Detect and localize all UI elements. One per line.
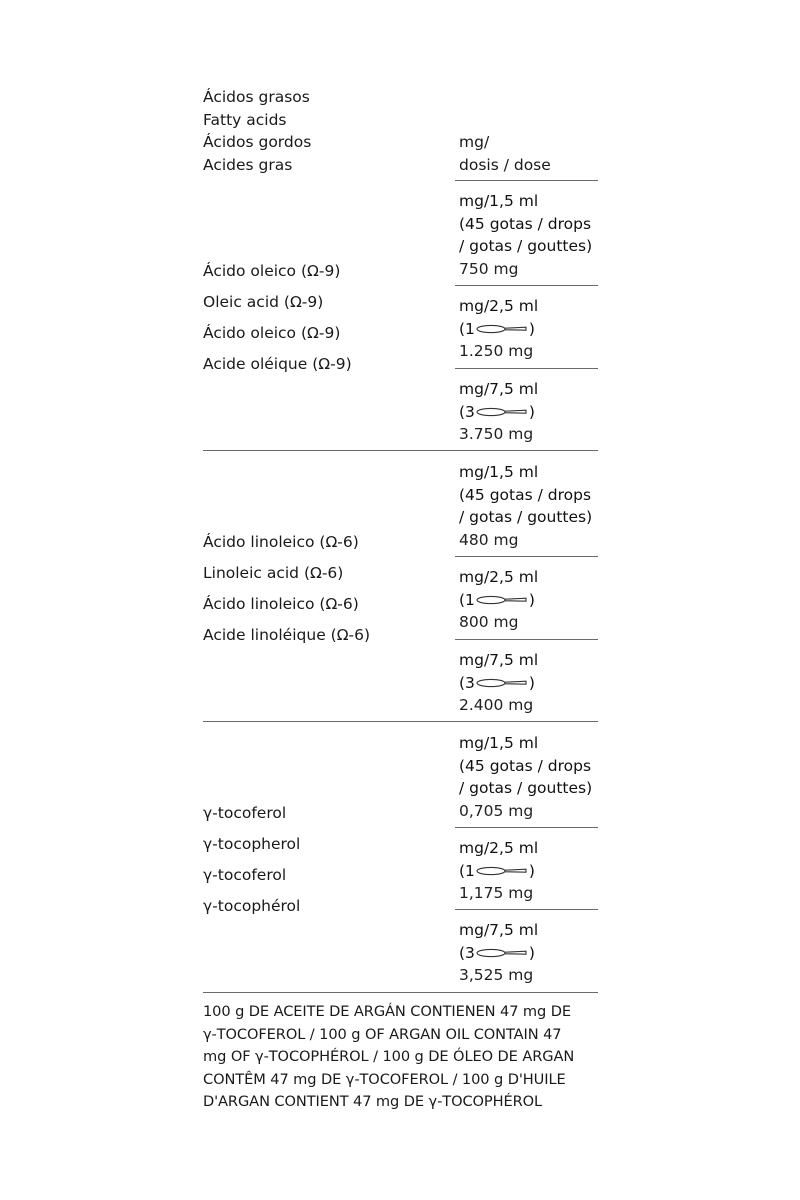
header-line: Ácidos gordos (203, 133, 312, 151)
compound-name: Acide oléique (Ω-9) (203, 355, 352, 373)
dose-value: 3.750 mg (459, 425, 534, 443)
spoon-icon (476, 324, 528, 334)
group-divider (203, 450, 598, 451)
dose-drops: (45 gotas / drops (459, 214, 592, 233)
dose-spoon-line (459, 860, 538, 883)
group-divider (203, 721, 598, 722)
dose-spoon-line (459, 942, 538, 965)
compound-name: γ-tocopherol (203, 835, 301, 853)
spoon-close: ) (528, 319, 535, 338)
dose-cell (459, 461, 592, 551)
spoon-close: ) (528, 861, 535, 880)
dose-divider (455, 556, 598, 557)
dose-cell (459, 295, 538, 363)
dose-spoon-line (459, 318, 538, 341)
compound-name: Ácido oleico (Ω-9) (203, 262, 341, 280)
header-divider (455, 180, 598, 181)
dose-cell (459, 190, 592, 280)
dose-drops: / gotas / gouttes) (459, 237, 593, 255)
footnote-line: mg OF γ-TOCOPHÉROL / 100 g DE ÓLEO DE ARGAN (203, 1048, 575, 1065)
dose-value: 0,705 mg (459, 801, 534, 820)
spoon-icon (476, 866, 528, 876)
dose-value: 800 mg (459, 613, 519, 631)
dose-value: 3,525 mg (459, 966, 534, 984)
header-dose-line: mg/ (459, 133, 490, 151)
dose-drops: / gotas / gouttes) (459, 779, 593, 797)
spoon-close: ) (528, 590, 535, 609)
footnote-line: 100 g DE ACEITE DE ARGÁN CONTIENEN 47 mg DE (203, 1003, 571, 1020)
dose-title: mg/7,5 ml (459, 921, 539, 939)
dose-title: mg/7,5 ml (459, 651, 539, 669)
dose-divider (455, 639, 598, 640)
dose-title: mg/2,5 ml (459, 839, 539, 857)
spoon-icon (476, 407, 528, 417)
spoon-count: (1 (459, 861, 475, 880)
dose-value: 1,175 mg (459, 884, 534, 902)
spoon-count: (3 (459, 943, 475, 962)
footnote-line: γ-TOCOFEROL / 100 g OF ARGAN OIL CONTAIN 47 (203, 1025, 562, 1043)
dose-title: mg/1,5 ml (459, 734, 539, 752)
spoon-close: ) (528, 943, 535, 962)
dose-divider (455, 285, 598, 286)
footnote-line: CONTÊM 47 mg DE γ-TOCOFEROL / 100 g D'HUILE (203, 1070, 566, 1088)
header-dose-line: dosis / dose (459, 155, 551, 174)
compound-name: γ-tocoferol (203, 866, 287, 884)
dose-value: 2.400 mg (459, 696, 534, 714)
dose-title: mg/7,5 ml (459, 380, 539, 398)
spoon-icon (476, 595, 528, 605)
dose-drops: (45 gotas / drops (459, 756, 592, 775)
spoon-icon (476, 948, 528, 958)
dose-cell (459, 649, 538, 717)
spoon-icon (476, 678, 528, 688)
header-fatty-acids (203, 86, 311, 176)
spoon-close: ) (528, 402, 535, 421)
dose-cell (459, 837, 538, 905)
compound-name: Ácido linoleico (Ω-6) (203, 595, 359, 613)
spoon-count: (3 (459, 673, 475, 692)
dose-cell (459, 378, 538, 446)
oleic-names (203, 260, 352, 376)
dose-divider (455, 368, 598, 369)
header-line: Ácidos grasos (203, 88, 310, 106)
compound-name: γ-tocoferol (203, 804, 287, 822)
dose-spoon-line (459, 401, 538, 424)
header-line: Acides gras (203, 155, 293, 174)
dose-title: mg/1,5 ml (459, 463, 539, 481)
spoon-count: (3 (459, 402, 475, 421)
dose-divider (455, 827, 598, 828)
dose-drops: (45 gotas / drops (459, 485, 592, 504)
dose-value: 750 mg (459, 259, 519, 278)
compound-name: Ácido oleico (Ω-9) (203, 324, 341, 342)
dose-value: 1.250 mg (459, 342, 534, 360)
spoon-count: (1 (459, 319, 475, 338)
header-line: Fatty acids (203, 110, 287, 129)
dose-spoon-line (459, 589, 538, 612)
table-bottom-divider (203, 992, 598, 993)
compound-name: Oleic acid (Ω-9) (203, 293, 324, 311)
tocopherol-names (203, 802, 300, 918)
dose-title: mg/1,5 ml (459, 192, 539, 210)
dose-title: mg/2,5 ml (459, 297, 539, 315)
linoleic-names (203, 531, 370, 647)
dose-spoon-line (459, 672, 538, 695)
dose-cell (459, 566, 538, 634)
compound-name: γ-tocophérol (203, 897, 301, 915)
spoon-close: ) (528, 673, 535, 692)
compound-name: Ácido linoleico (Ω-6) (203, 533, 359, 551)
dose-divider (455, 909, 598, 910)
spoon-count: (1 (459, 590, 475, 609)
dose-cell (459, 732, 592, 822)
footnote-line: D'ARGAN CONTIENT 47 mg DE γ-TOCOPHÉROL (203, 1093, 543, 1110)
compound-name: Linoleic acid (Ω-6) (203, 564, 344, 582)
footnote (203, 1001, 574, 1114)
dose-cell (459, 919, 538, 987)
compound-name: Acide linoléique (Ω-6) (203, 626, 371, 644)
dose-title: mg/2,5 ml (459, 568, 539, 586)
header-dose (459, 131, 551, 176)
dose-value: 480 mg (459, 530, 519, 549)
dose-drops: / gotas / gouttes) (459, 508, 593, 526)
